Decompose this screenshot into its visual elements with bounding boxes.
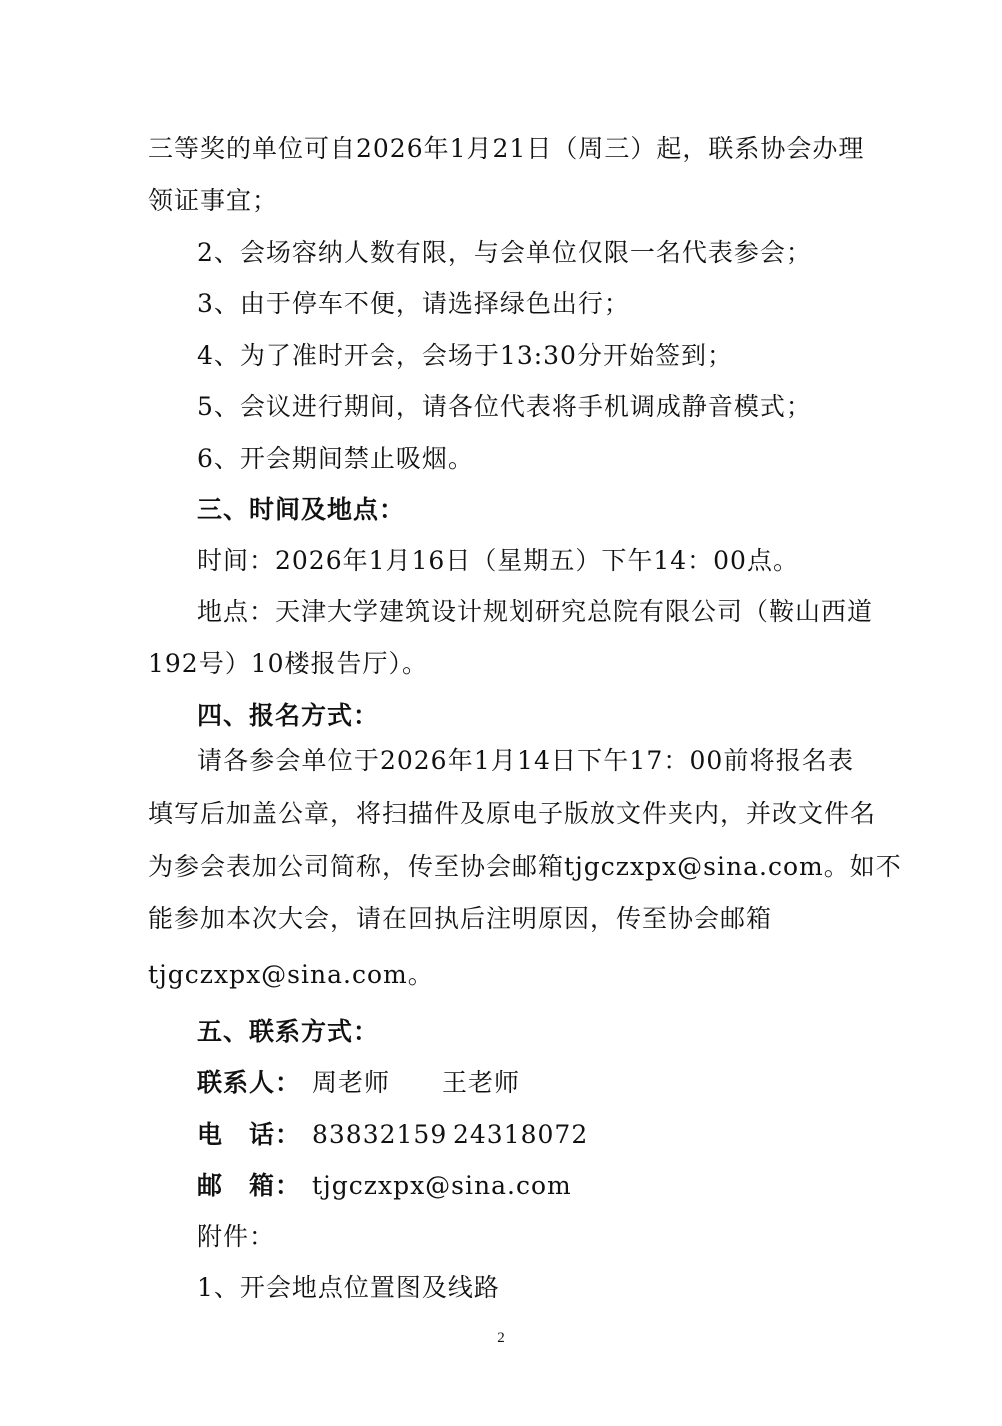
contact-label: 联系人：: [197, 1068, 302, 1097]
paragraph-line: 三等奖的单位可自2026年1月21日（周三）起，联系协会办理: [148, 134, 865, 163]
paragraph-line: 填写后加盖公章，将扫描件及原电子版放文件夹内，并改文件名: [148, 799, 877, 828]
list-item: 6、开会期间禁止吸烟。: [197, 444, 474, 473]
section-heading: 五、联系方式：: [197, 1017, 380, 1046]
contact-name: 王老师: [442, 1068, 521, 1097]
email-text: tjgczxpx@sina.com。: [148, 960, 434, 989]
paragraph-line: 请各参会单位于2026年1月14日下午17：00前将报名表: [197, 746, 854, 775]
phone-label: 电 话：: [197, 1120, 302, 1149]
attachment-item: 1、开会地点位置图及线路: [197, 1273, 500, 1302]
email-address: tjgczxpx@sina.com: [312, 1171, 572, 1200]
time-line: 时间：2026年1月16日（星期五）下午14：00点。: [197, 546, 799, 575]
page-number: 2: [497, 1330, 505, 1346]
section-heading: 四、报名方式：: [197, 701, 380, 730]
place-line: 地点：天津大学建筑设计规划研究总院有限公司（鞍山西道: [197, 597, 874, 626]
list-item: 4、为了准时开会，会场于13:30分开始签到；: [197, 341, 733, 370]
email-label: 邮 箱：: [197, 1171, 302, 1200]
phone-number: 83832159: [312, 1120, 448, 1149]
contact-name: 周老师: [312, 1068, 391, 1097]
paragraph-line: 能参加本次大会，请在回执后注明原因，传至协会邮箱: [148, 904, 773, 933]
attachments-label: 附件：: [197, 1222, 276, 1251]
section-heading: 三、时间及地点：: [197, 495, 406, 524]
contact-person-row: [197, 1068, 520, 1098]
email-row: [197, 1171, 572, 1201]
phone-number: 24318072: [453, 1120, 589, 1149]
list-item: 3、由于停车不便，请选择绿色出行；: [197, 289, 630, 318]
phone-row: [197, 1120, 588, 1150]
list-item: 5、会议进行期间，请各位代表将手机调成静音模式；: [197, 392, 812, 421]
paragraph-line: 领证事宜；: [148, 186, 279, 215]
place-line: 192号）10楼报告厅）。: [148, 649, 429, 678]
list-item: 2、会场容纳人数有限，与会单位仅限一名代表参会；: [197, 238, 812, 267]
paragraph-line: 为参会表加公司简称，传至协会邮箱tjgczxpx@sina.com。如不: [148, 852, 902, 881]
